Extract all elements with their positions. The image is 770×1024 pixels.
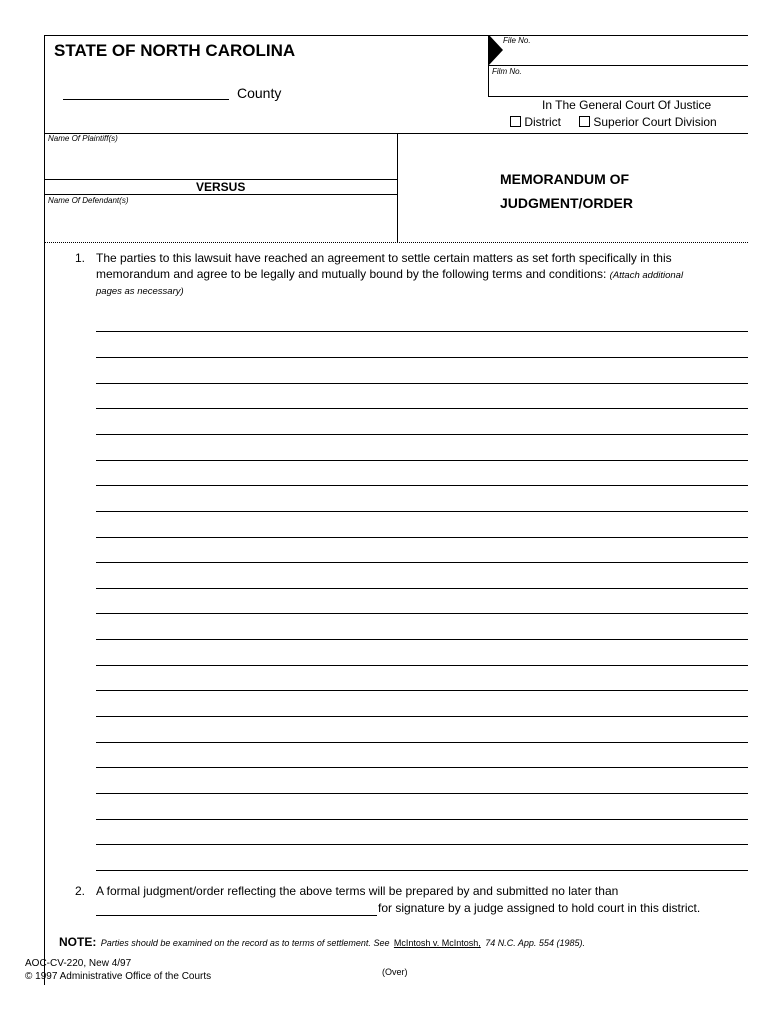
writing-line[interactable]	[96, 537, 748, 538]
copyright: © 1997 Administrative Office of the Courts	[25, 971, 212, 982]
form-number: AOC-CV-220, New 4/97	[25, 958, 132, 969]
note	[59, 933, 585, 951]
writing-line[interactable]	[96, 613, 748, 614]
left-border-lower	[44, 243, 45, 985]
district-checkbox[interactable]	[510, 116, 521, 127]
writing-line[interactable]	[96, 408, 748, 409]
writing-line[interactable]	[96, 665, 748, 666]
county-label: County	[237, 85, 282, 101]
writing-line[interactable]	[96, 742, 748, 743]
item2-text-line2: for signature by a judge assigned to hold court in this district.	[378, 901, 701, 915]
film-no-field[interactable]	[488, 96, 748, 97]
section-separator	[44, 242, 748, 243]
file-no-label: File No.	[503, 36, 531, 45]
writing-line[interactable]	[96, 588, 748, 589]
item1-note-part2: pages as necessary)	[96, 286, 184, 297]
submission-date-blank[interactable]	[96, 915, 377, 916]
writing-line[interactable]	[96, 511, 748, 512]
file-no-field[interactable]	[488, 65, 748, 66]
writing-line[interactable]	[96, 767, 748, 768]
county-blank[interactable]	[63, 99, 229, 100]
top-border	[44, 35, 488, 36]
item2-number: 2.	[75, 884, 86, 898]
item1-note-part1: (Attach additional	[609, 270, 684, 281]
superior-option[interactable]	[579, 115, 717, 129]
note-text: Parties should be examined on the record as to terms of settlement. See	[100, 938, 390, 948]
writing-line[interactable]	[96, 639, 748, 640]
writing-line[interactable]	[96, 562, 748, 563]
film-no-label: Film No.	[492, 67, 522, 76]
item1-text-line1: The parties to this lawsuit have reached an agreement to settle certain matters as set forth specifically in this	[96, 251, 672, 265]
state-title: STATE OF NORTH CAROLINA	[54, 41, 296, 60]
court-name: In The General Court Of Justice	[542, 98, 712, 112]
file-box-left	[488, 35, 489, 97]
over-label: (Over)	[382, 967, 408, 977]
item1-number: 1.	[75, 251, 86, 265]
district-label: District	[524, 115, 562, 129]
district-option[interactable]	[510, 115, 561, 129]
writing-line[interactable]	[96, 383, 748, 384]
writing-line[interactable]	[96, 870, 748, 871]
writing-line[interactable]	[96, 690, 748, 691]
writing-line[interactable]	[96, 793, 748, 794]
writing-line[interactable]	[96, 460, 748, 461]
plaintiff-label: Name Of Plaintiff(s)	[48, 134, 118, 143]
writing-line[interactable]	[96, 819, 748, 820]
parties-top-border	[44, 133, 748, 134]
left-border	[44, 35, 45, 243]
writing-line[interactable]	[96, 357, 748, 358]
versus-rule-bottom	[44, 194, 397, 195]
defendant-label: Name Of Defendant(s)	[48, 196, 129, 205]
superior-checkbox[interactable]	[579, 116, 590, 127]
form-title-line2: JUDGMENT/ORDER	[500, 195, 634, 211]
superior-label: Superior Court Division	[593, 115, 717, 129]
note-citation: 74 N.C. App. 554 (1985).	[485, 938, 585, 948]
writing-line[interactable]	[96, 844, 748, 845]
note-case-name: McIntosh v. McIntosh,	[393, 938, 481, 948]
writing-line[interactable]	[96, 485, 748, 486]
writing-line[interactable]	[96, 331, 748, 332]
versus-label: VERSUS	[196, 180, 246, 194]
file-arrow-icon	[489, 35, 503, 65]
note-label: NOTE:	[59, 935, 97, 949]
item1-text-line2	[96, 267, 683, 281]
writing-line[interactable]	[96, 716, 748, 717]
writing-line[interactable]	[96, 434, 748, 435]
parties-divider	[397, 133, 398, 243]
item1-text-line2-main: memorandum and agree to be legally and mutually bound by the following terms and conditions:	[96, 267, 607, 281]
form-title-line1: MEMORANDUM OF	[500, 171, 630, 187]
item2-text-line1: A formal judgment/order reflecting the above terms will be prepared by and submitted no later than	[96, 884, 619, 898]
